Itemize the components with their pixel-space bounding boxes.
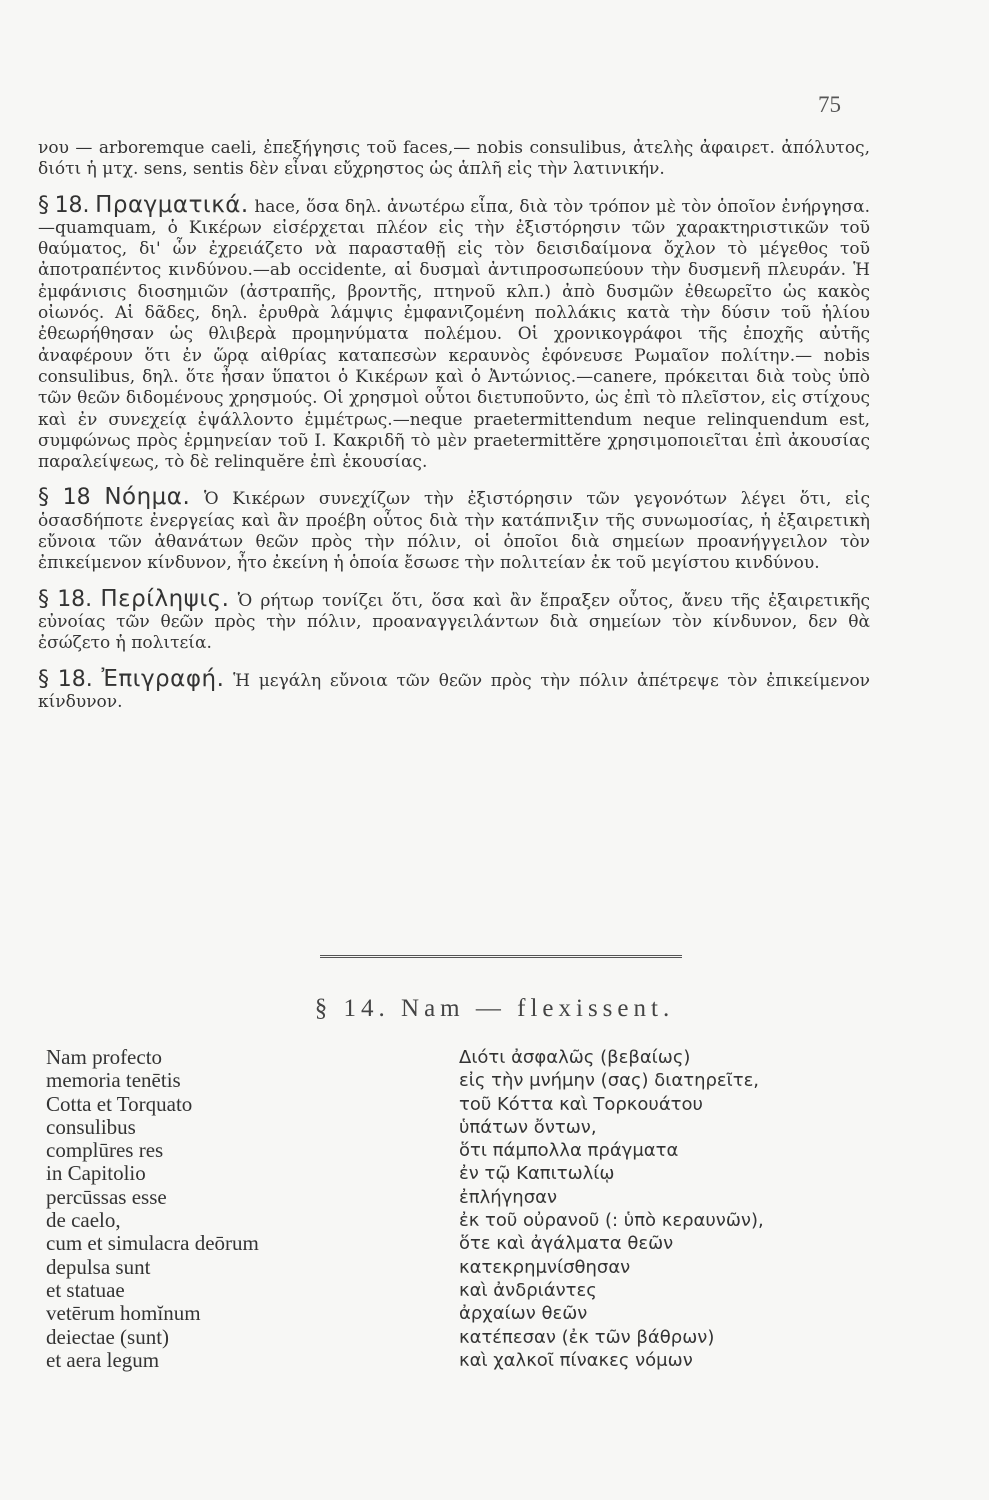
section-perilipsis: [38, 585, 870, 655]
translation-heading: § 14. Nam — flexissent.: [314, 995, 675, 1022]
latin-line: memoria tenētis: [46, 1068, 181, 1093]
section-text: Ὁ Κικέρων συνεχίζων τὴν ἐξιστόρησιν τῶν γεγονότων λέγει ὅτι, εἰς ὁσασδήποτε ἐνεργείας καὶ ἂν προέβη οὗτος διὰ τὴν κατάπνιξιν τῆς συνωμοσίας, ἡ ἐξαιρετικὴ εὔνοια τῶν ἀθανάτων θεῶν πρὸς τὴν πόλιν, οἱ ὁποῖοι διὰ σημείων προανήγγειλον τὸν ἐπικείμενον κίνδυνον, ἦτο ἐκείνη ἡ ὁποία ἔσωσε τὴν πολιτείαν ἐκ τοῦ μεγίστου κινδύνου.: [38, 489, 870, 574]
latin-line: deiectae (sunt): [46, 1324, 170, 1349]
section-text: Ὁ ρήτωρ τονίζει ὅτι, ὅσα καὶ ἂν ἔπραξεν οὗτος, ἄνευ τῆς ἐξαιρετικῆς εὐνοίας τῶν θεῶν πρὸς τὴν πόλιν, προαναγγειλάντων διὰ σημείων τὸν κίνδυνον, δεν θὰ ἐσώζετο ἡ πολιτεία.: [38, 590, 870, 654]
section-number: 18.: [57, 666, 93, 692]
greek-line: εἰς τὴν μνήμην (σας) διατηρεῖτε,: [459, 1070, 760, 1092]
section-number: 18.: [54, 192, 90, 218]
section-heading: Πραγματικά.: [95, 191, 249, 218]
latin-line: in Capitolio: [46, 1161, 146, 1186]
latin-line: percūssas esse: [46, 1184, 167, 1209]
latin-line: consulibus: [46, 1114, 136, 1139]
greek-line: ὅτι πάμπολλα πράγματα: [459, 1140, 679, 1162]
section-symbol: §: [38, 192, 49, 218]
greek-line: κατεκρημνίσθησαν: [459, 1256, 631, 1278]
section-symbol: §: [38, 586, 49, 612]
latin-column: [46, 1046, 386, 1372]
latin-line: Nam profecto: [46, 1045, 163, 1069]
section-text: hace, ὅσα δηλ. ἀνωτέρω εἶπα, διὰ τὸν τρόπον μὲ τὸν ὁποῖον ἐνήργησα.—quamquam, ὁ Κικέρων εἰσέρχεται πλέον εἰς τὴν ἐξιστόρησιν τῶν χαρακτηριστικῶν τοῦ θαύματος, δι' ὧν ἐχρειάζετο νὰ παρασταθῇ εἰς τὸν δεισιδαίμονα ὄχλον τὸ μέγεθος τοῦ ἀποτραπέντος κινδύνου.—ab occidente, αἱ δυσμαὶ ἀντιπροσωπεύουν τὴν δυσμενῆ πλευράν. Ἡ ἐμφάνισις διοσημιῶν (ἀστραπῆς, βροντῆς, πτηνοῦ κλπ.) ἀπὸ δυσμῶν ἐθεωρεῖτο ὡς κακὸς οἰωνός. Αἱ δᾶδες, δηλ. ἐρυθρὰ λάμψις ἐμφανιζομένη πολλάκις κατὰ τὴν δύσιν τοῦ ἡλίου ἐθεωρήθησαν ὡς θλιβερὰ προμηνύματα πολέμου. Οἱ χρονικογράφοι τῆς ἐποχῆς αὐτῆς ἀναφέρουν ὅτι ἐν ὥρᾳ αἰθρίας καταπεσὼν κεραυνὸς ἐφόνευσε Ρωμαῖον πολίτην.— nobis consulibus, δηλ. ὅτε ἦσαν ὕπατοι ὁ Κικέρων καὶ ὁ Ἀντώνιος.—canere, πρόκειται διὰ τοὺς ὑπὸ τῶν θεῶν διδομένους χρησμούς. Οἱ χρησμοὶ οὗτοι διετυποῦντο, ὡς ἐπὶ τὸ πλεῖστον, εἰς στίχους καὶ ἐν συνεχείᾳ ἐψάλλοντο ἐμμέτρως.—neque praetermittendum neque relinquendum est, συμφώνως πρὸς ἑρμηνείαν τοῦ Ι. Κακριδῆ τὸ μὲν praetermittĕre χρησιμοποιεῖται ἐπὶ ἀκουσίας παραλείψεως, τὸ δὲ relinquĕre ἐπὶ ἑκουσίας.: [38, 196, 870, 473]
section-divider: [320, 955, 682, 958]
section-noima: [38, 484, 870, 574]
greek-line: Διότι ἀσφαλῶς (βεβαίως): [459, 1047, 691, 1068]
commentary-text: [38, 138, 870, 713]
greek-column: [459, 1046, 879, 1372]
latin-line: et statuae: [46, 1277, 125, 1302]
latin-line: complūres res: [46, 1138, 164, 1163]
latin-line: cum et simulacra deōrum: [46, 1231, 259, 1256]
section-heading: Ἐπιγραφή.: [101, 665, 225, 692]
greek-line: καὶ ἀνδριάντες: [459, 1279, 597, 1301]
page-number: 75: [818, 92, 841, 117]
greek-line: ὑπάτων ὄντων,: [459, 1116, 597, 1138]
section-symbol: §: [38, 666, 49, 692]
latin-line: depulsa sunt: [46, 1254, 151, 1279]
latin-line: Cotta et Torquato: [46, 1091, 193, 1116]
greek-line: ὅτε καὶ ἀγάλματα θεῶν: [459, 1233, 674, 1255]
greek-line: ἀρχαίων θεῶν: [459, 1303, 588, 1325]
section-pragmatika: [38, 191, 870, 474]
latin-line: et aera legum: [46, 1347, 160, 1372]
greek-line: ἐν τῷ Καπιτωλίῳ: [459, 1163, 615, 1185]
section-symbol: §: [38, 485, 49, 511]
latin-line: vetērum homĭnum: [46, 1301, 201, 1326]
greek-line: ἐπλήγησαν: [459, 1186, 558, 1208]
section-text: Ἡ μεγάλη εὔνοια τῶν θεῶν πρὸς τὴν πόλιν ἀπέτρεψε τὸν ἐπικείμενον κίνδυνον.: [38, 670, 871, 712]
section-number: 18: [62, 485, 91, 511]
section-heading: Νόημα.: [104, 484, 191, 511]
section-epigrafi: [38, 665, 871, 714]
latin-line: de caelo,: [46, 1208, 121, 1233]
greek-line: καὶ χαλκοῖ πίνακες νόμων: [459, 1349, 693, 1371]
greek-line: κατέπεσαν (ἐκ τῶν βάθρων): [459, 1326, 715, 1348]
section-heading: Περίληψις.: [100, 585, 230, 612]
section-number: 18.: [57, 586, 93, 612]
intro-paragraph: νου — arboremque caeli, ἐπεξήγησις τοῦ faces,— nobis consulibus, ἀτελὴς ἀφαιρετ. ἀπόλυτος, διότι ἡ μτχ. sens, sentis δὲν εἶναι εὔχρηστος ὡς ἁπλῆ εἰς τὴν λατινικήν.: [38, 138, 870, 180]
greek-line: ἐκ τοῦ οὐρανοῦ (: ὑπὸ κεραυνῶν),: [459, 1210, 764, 1232]
greek-line: τοῦ Κόττα καὶ Τορκουάτου: [459, 1093, 703, 1115]
